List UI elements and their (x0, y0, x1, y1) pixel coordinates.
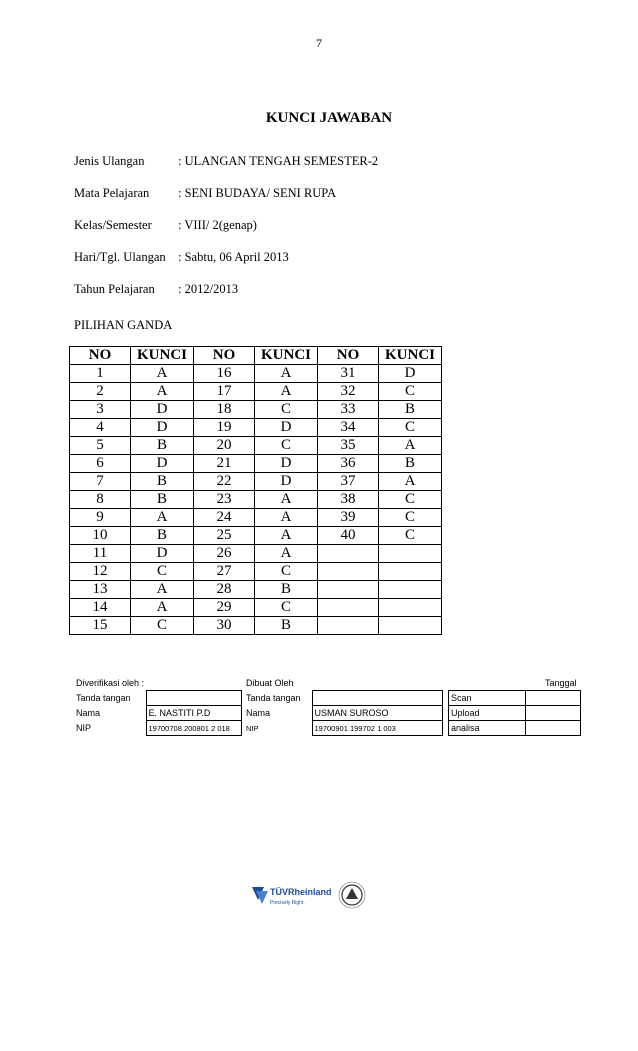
info-value: : SENI BUDAYA/ SENI RUPA (178, 186, 337, 200)
answer-key-cell: C (379, 509, 442, 527)
answer-key-cell: C (379, 491, 442, 509)
question-number-cell: 1 (70, 365, 131, 383)
answer-key-cell: C (379, 419, 442, 437)
table-row (70, 473, 442, 491)
answer-key-cell: B (255, 617, 318, 635)
question-number-cell (318, 581, 379, 599)
question-number-cell: 37 (318, 473, 379, 491)
sign-label: Tanda tangan (76, 693, 131, 703)
tuv-rheinland-logo (250, 878, 370, 912)
answer-key-cell: A (255, 365, 318, 383)
question-number-cell: 12 (70, 563, 131, 581)
answer-key-cell: A (379, 437, 442, 455)
answer-key-cell: A (131, 599, 194, 617)
question-number-cell: 21 (194, 455, 255, 473)
info-label: Mata Pelajaran (74, 186, 150, 200)
answer-key-cell: D (131, 419, 194, 437)
nip-label: NIP (76, 723, 92, 733)
answer-key-cell (379, 599, 442, 617)
question-number-cell: 17 (194, 383, 255, 401)
column-header: NO (318, 347, 379, 365)
answer-key-cell: C (255, 401, 318, 419)
info-label: Tahun Pelajaran (74, 282, 155, 296)
answer-key-cell: A (255, 509, 318, 527)
answer-key-cell: C (131, 617, 194, 635)
column-header: NO (70, 347, 131, 365)
answer-key-cell: C (255, 563, 318, 581)
question-number-cell: 30 (194, 617, 255, 635)
answer-key-cell: B (131, 527, 194, 545)
question-number-cell: 33 (318, 401, 379, 419)
column-header: KUNCI (379, 347, 442, 365)
answer-key-cell: A (131, 383, 194, 401)
scan-date-box (526, 691, 581, 706)
answer-key-cell: A (379, 473, 442, 491)
answer-key-cell (379, 617, 442, 635)
info-label: Hari/Tgl. Ulangan (74, 250, 166, 264)
answer-key-cell: D (255, 455, 318, 473)
question-number-cell: 31 (318, 365, 379, 383)
question-number-cell: 22 (194, 473, 255, 491)
answer-key-cell: B (131, 437, 194, 455)
column-header: NO (194, 347, 255, 365)
question-number-cell: 36 (318, 455, 379, 473)
table-row (70, 617, 442, 635)
table-row (70, 599, 442, 617)
question-number-cell (318, 563, 379, 581)
answer-key-cell: C (131, 563, 194, 581)
question-number-cell: 6 (70, 455, 131, 473)
column-header: KUNCI (255, 347, 318, 365)
answer-key-cell: D (131, 401, 194, 419)
made-by-label: Dibuat Oleh (246, 678, 294, 689)
name-label: Nama (76, 708, 101, 718)
page-title: KUNCI JAWABAN (265, 110, 393, 126)
answer-key-cell: D (131, 545, 194, 563)
info-value: : VIII/ 2(genap) (178, 218, 257, 232)
logo-tagline: Precisely Right. (270, 900, 305, 906)
answer-key-cell (379, 563, 442, 581)
question-number-cell: 7 (70, 473, 131, 491)
answer-key-cell: A (131, 365, 194, 383)
answer-key-cell (379, 581, 442, 599)
upload-date-box (526, 706, 581, 721)
maker-nip: 19700901 199702 1 003 (312, 721, 442, 736)
maker-block (244, 676, 443, 736)
table-row (70, 581, 442, 599)
verifier-signature-box (146, 691, 241, 706)
table-row (70, 563, 442, 581)
table-row (70, 365, 442, 383)
answer-key-cell: B (255, 581, 318, 599)
question-number-cell: 38 (318, 491, 379, 509)
answer-key-cell: A (255, 383, 318, 401)
answer-key-cell: D (255, 419, 318, 437)
question-number-cell: 10 (70, 527, 131, 545)
table-header-row (70, 347, 442, 365)
section-title: PILIHAN GANDA (74, 318, 173, 332)
question-number-cell: 2 (70, 383, 131, 401)
sign-label: Tanda tangan (246, 693, 301, 703)
verifier-nip: 19700708 200801 2 018 (146, 721, 241, 736)
question-number-cell: 35 (318, 437, 379, 455)
column-header: KUNCI (131, 347, 194, 365)
table-row (70, 509, 442, 527)
date-label: Tanggal (544, 678, 577, 688)
question-number-cell: 23 (194, 491, 255, 509)
table-row (70, 437, 442, 455)
question-number-cell: 20 (194, 437, 255, 455)
answer-key-cell: C (255, 437, 318, 455)
scan-label: Scan (449, 691, 526, 706)
answer-key-cell: D (131, 455, 194, 473)
table-row (70, 455, 442, 473)
answer-key-cell: C (255, 599, 318, 617)
answer-key-cell: D (255, 473, 318, 491)
answer-key-cell: A (131, 581, 194, 599)
question-number-cell: 5 (70, 437, 131, 455)
answer-key-cell: B (131, 491, 194, 509)
question-number-cell: 28 (194, 581, 255, 599)
name-label: Nama (246, 708, 271, 718)
info-value: : ULANGAN TENGAH SEMESTER-2 (178, 154, 379, 168)
question-number-cell: 19 (194, 419, 255, 437)
question-number-cell: 24 (194, 509, 255, 527)
question-number-cell: 4 (70, 419, 131, 437)
verifier-name: E. NASTITI P.D (146, 706, 241, 721)
status-block (448, 676, 581, 736)
question-number-cell: 16 (194, 365, 255, 383)
nip-label: NIP (246, 723, 259, 733)
question-number-cell: 34 (318, 419, 379, 437)
question-number-cell: 8 (70, 491, 131, 509)
maker-signature-box (312, 691, 442, 706)
answer-key-cell: B (131, 473, 194, 491)
info-value: : Sabtu, 06 April 2013 (178, 250, 289, 264)
answer-key-cell: C (379, 527, 442, 545)
question-number-cell: 27 (194, 563, 255, 581)
question-number-cell: 11 (70, 545, 131, 563)
question-number-cell: 14 (70, 599, 131, 617)
question-number-cell: 18 (194, 401, 255, 419)
upload-label: Upload (449, 706, 526, 721)
answer-rows (70, 365, 442, 635)
question-number-cell: 3 (70, 401, 131, 419)
question-number-cell: 13 (70, 581, 131, 599)
analisa-date-box (526, 721, 581, 736)
question-number-cell (318, 617, 379, 635)
question-number-cell: 39 (318, 509, 379, 527)
maker-name: USMAN SUROSO (312, 706, 442, 721)
logo-brand: TÜVRheinland (270, 887, 332, 897)
info-label: Jenis Ulangan (74, 154, 145, 168)
answer-key-cell: B (379, 401, 442, 419)
verification-block (74, 676, 242, 736)
question-number-cell: 25 (194, 527, 255, 545)
answer-key-cell: D (379, 365, 442, 383)
info-value: : 2012/2013 (178, 282, 239, 296)
question-number-cell: 40 (318, 527, 379, 545)
answer-key-table (69, 346, 442, 635)
verified-by-label: Diverifikasi oleh : (76, 678, 145, 689)
question-number-cell: 15 (70, 617, 131, 635)
info-label: Kelas/Semester (74, 218, 152, 232)
question-number-cell (318, 599, 379, 617)
table-row (70, 383, 442, 401)
question-number-cell: 32 (318, 383, 379, 401)
analisa-label: analisa (449, 721, 526, 736)
table-row (70, 491, 442, 509)
page-number: 7 (316, 36, 322, 50)
answer-key-cell: A (131, 509, 194, 527)
answer-key-cell: A (255, 527, 318, 545)
table-row (70, 545, 442, 563)
question-number-cell (318, 545, 379, 563)
table-row (70, 419, 442, 437)
answer-key-cell: B (379, 455, 442, 473)
question-number-cell: 9 (70, 509, 131, 527)
answer-key-cell: A (255, 491, 318, 509)
table-row (70, 527, 442, 545)
question-number-cell: 29 (194, 599, 255, 617)
answer-key-cell: A (255, 545, 318, 563)
table-row (70, 401, 442, 419)
answer-key-cell: C (379, 383, 442, 401)
answer-key-cell (379, 545, 442, 563)
question-number-cell: 26 (194, 545, 255, 563)
